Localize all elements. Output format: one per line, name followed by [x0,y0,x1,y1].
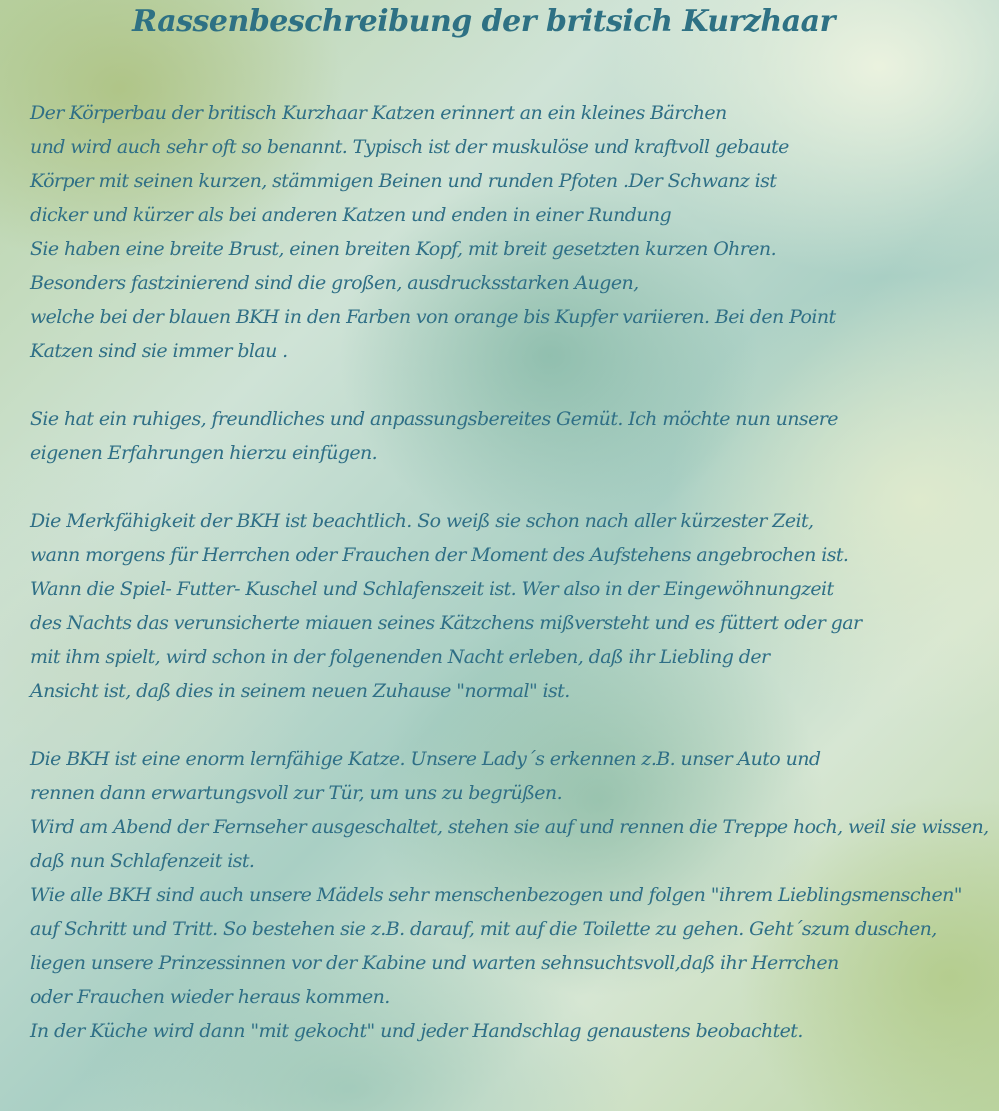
text-line: oder Frauchen wieder heraus kommen. [30,986,390,1008]
text-line: mit ihm spielt, wird schon in der folgenenden Nacht erleben, daß ihr Liebling der [30,646,770,668]
paragraph-learning [30,742,989,1048]
text-line: des Nachts das verunsicherte miauen seines Kätzchens mißversteht und es füttert oder gar [30,612,862,634]
text-line: Besonders fastzinierend sind die großen, ausdrucksstarken Augen, [30,272,639,294]
text-line: daß nun Schlafenzeit ist. [30,850,255,872]
page-title: Rassenbeschreibung der britsich Kurzhaar [132,4,835,39]
text-line: Die Merkfähigkeit der BKH ist beachtlich. So weiß sie schon nach aller kürzester Zeit, [30,510,814,532]
text-line: auf Schritt und Tritt. So bestehen sie z.B. darauf, mit auf die Toilette zu gehen. Geht´szum duschen, [30,918,937,940]
text-line: wann morgens für Herrchen oder Frauchen der Moment des Aufstehens angebrochen ist. [30,544,849,566]
article-body [30,96,989,1082]
text-line: Die BKH ist eine enorm lernfähige Katze. Unsere Lady´s erkennen z.B. unser Auto und [30,748,821,770]
text-line: Sie haben eine breite Brust, einen breiten Kopf, mit breit gesetzten kurzen Ohren. [30,238,777,260]
text-line: Wann die Spiel- Futter- Kuschel und Schlafenszeit ist. Wer also in der Eingewöhnungzeit [30,578,834,600]
paragraph-memory [30,504,980,708]
text-line: Sie hat ein ruhiges, freundliches und anpassungsbereites Gemüt. Ich möchte nun unsere [30,408,838,430]
text-line: eigenen Erfahrungen hierzu einfügen. [30,442,378,464]
text-line: Katzen sind sie immer blau . [30,340,288,362]
text-line: Wird am Abend der Fernseher ausgeschaltet, stehen sie auf und rennen die Treppe hoch, weil sie wissen, [30,816,989,838]
text-line: Körper mit seinen kurzen, stämmigen Beinen und runden Pfoten .Der Schwanz ist [30,170,777,192]
text-line: In der Küche wird dann "mit gekocht" und jeder Handschlag genaustens beobachtet. [30,1020,803,1042]
text-line: und wird auch sehr oft so benannt. Typisch ist der muskulöse und kraftvoll gebaute [30,136,789,158]
paragraph-body-description [30,96,980,368]
text-line: Wie alle BKH sind auch unsere Mädels sehr menschenbezogen und folgen "ihrem Lieblingsmenschen" [30,884,962,906]
text-line: welche bei der blauen BKH in den Farben von orange bis Kupfer variieren. Bei den Point [30,306,836,328]
text-line: rennen dann erwartungsvoll zur Tür, um uns zu begrüßen. [30,782,563,804]
text-line: liegen unsere Prinzessinnen vor der Kabine und warten sehnsuchtsvoll,daß ihr Herrchen [30,952,839,974]
text-line: Ansicht ist, daß dies in seinem neuen Zuhause "normal" ist. [30,680,570,702]
text-line: Der Körperbau der britisch Kurzhaar Katzen erinnert an ein kleines Bärchen [30,102,727,124]
paragraph-temperament [30,402,980,470]
text-line: dicker und kürzer als bei anderen Katzen und enden in einer Rundung [30,204,672,226]
